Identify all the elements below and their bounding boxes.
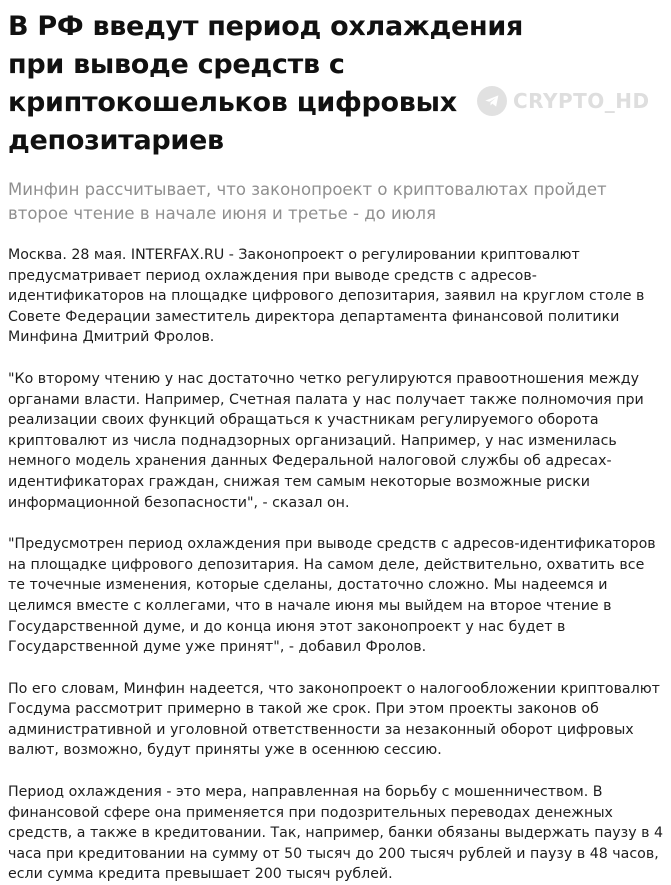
article-title: В РФ введут период охлаждения при выводе средств с криптокошельков цифровых депозитариев [8, 11, 524, 156]
article-paragraph: "Ко второму чтению у нас достаточно четко регулируются правоотношения между органами власти. Например, Счетная палата у нас получает также полномочия при реализации своих функций обращаться к участникам регулируемого оборота криптовалют из числа поднадзорных организаций. Например, у нас изменилась немного модель хранения данных Федеральной налоговой службы об адресах-идентификаторах граждан, снижая тем самым некоторые возможные риски информационной безопасности", - сказал он. [8, 370, 644, 511]
news-article [8, 0, 664, 885]
article-paragraph: Период охлаждения - это мера, направленная на борьбу с мошенничеством. В финансовой сфере она применяется при подозрительных переводах денежных средств, а также в кредитовании. Так, например, банки обязаны выдержать паузу в 4 часа при кредитовании на сумму от 50 тысяч до 200 тысяч рублей и паузу в 48 часов, если сумма кредита превышает 200 тысяч рублей. [8, 784, 664, 883]
article-paragraph: Москва. 28 мая. INTERFAX.RU - Законопроект о регулировании криптовалют предусматривает период охлаждения при выводе средств с адресов-идентификаторов на площадке цифрового депозитария, заявил на круглом столе в Совете Федерации заместитель директора департамента финансовой политики Минфина Дмитрий Фролов. [8, 247, 645, 346]
article-lead: Минфин рассчитывает, что законопроект о криптовалютах пройдет второе чтение в начале июня и третье - до июля [8, 180, 607, 223]
article-paragraph: "Предусмотрен период охлаждения при выводе средств с адресов-идентификаторов на площадке цифрового депозитария. На самом деле, действительно, охватить все те точечные изменения, которые сделаны, достаточно сложно. Мы надеемся и целимся вместе с коллегами, что в начале июня мы выйдем на второе чтение в Государственной думе, и до конца июня этот законопроект у нас будет в Государственной думе уже принят", - добавил Фролов. [8, 536, 656, 656]
channel-watermark [477, 86, 650, 116]
watermark-text: CRYPTO_HD [513, 89, 650, 113]
telegram-icon [477, 86, 507, 116]
article-paragraph: По его словам, Минфин надеется, что законопроект о налогообложении криптовалют Госдума рассмотрит примерно в такой же срок. При этом проекты законов об административной и уголовной ответственности за незаконный оборот цифровых валют, возможно, будут приняты уже в осеннюю сессию. [8, 680, 660, 759]
